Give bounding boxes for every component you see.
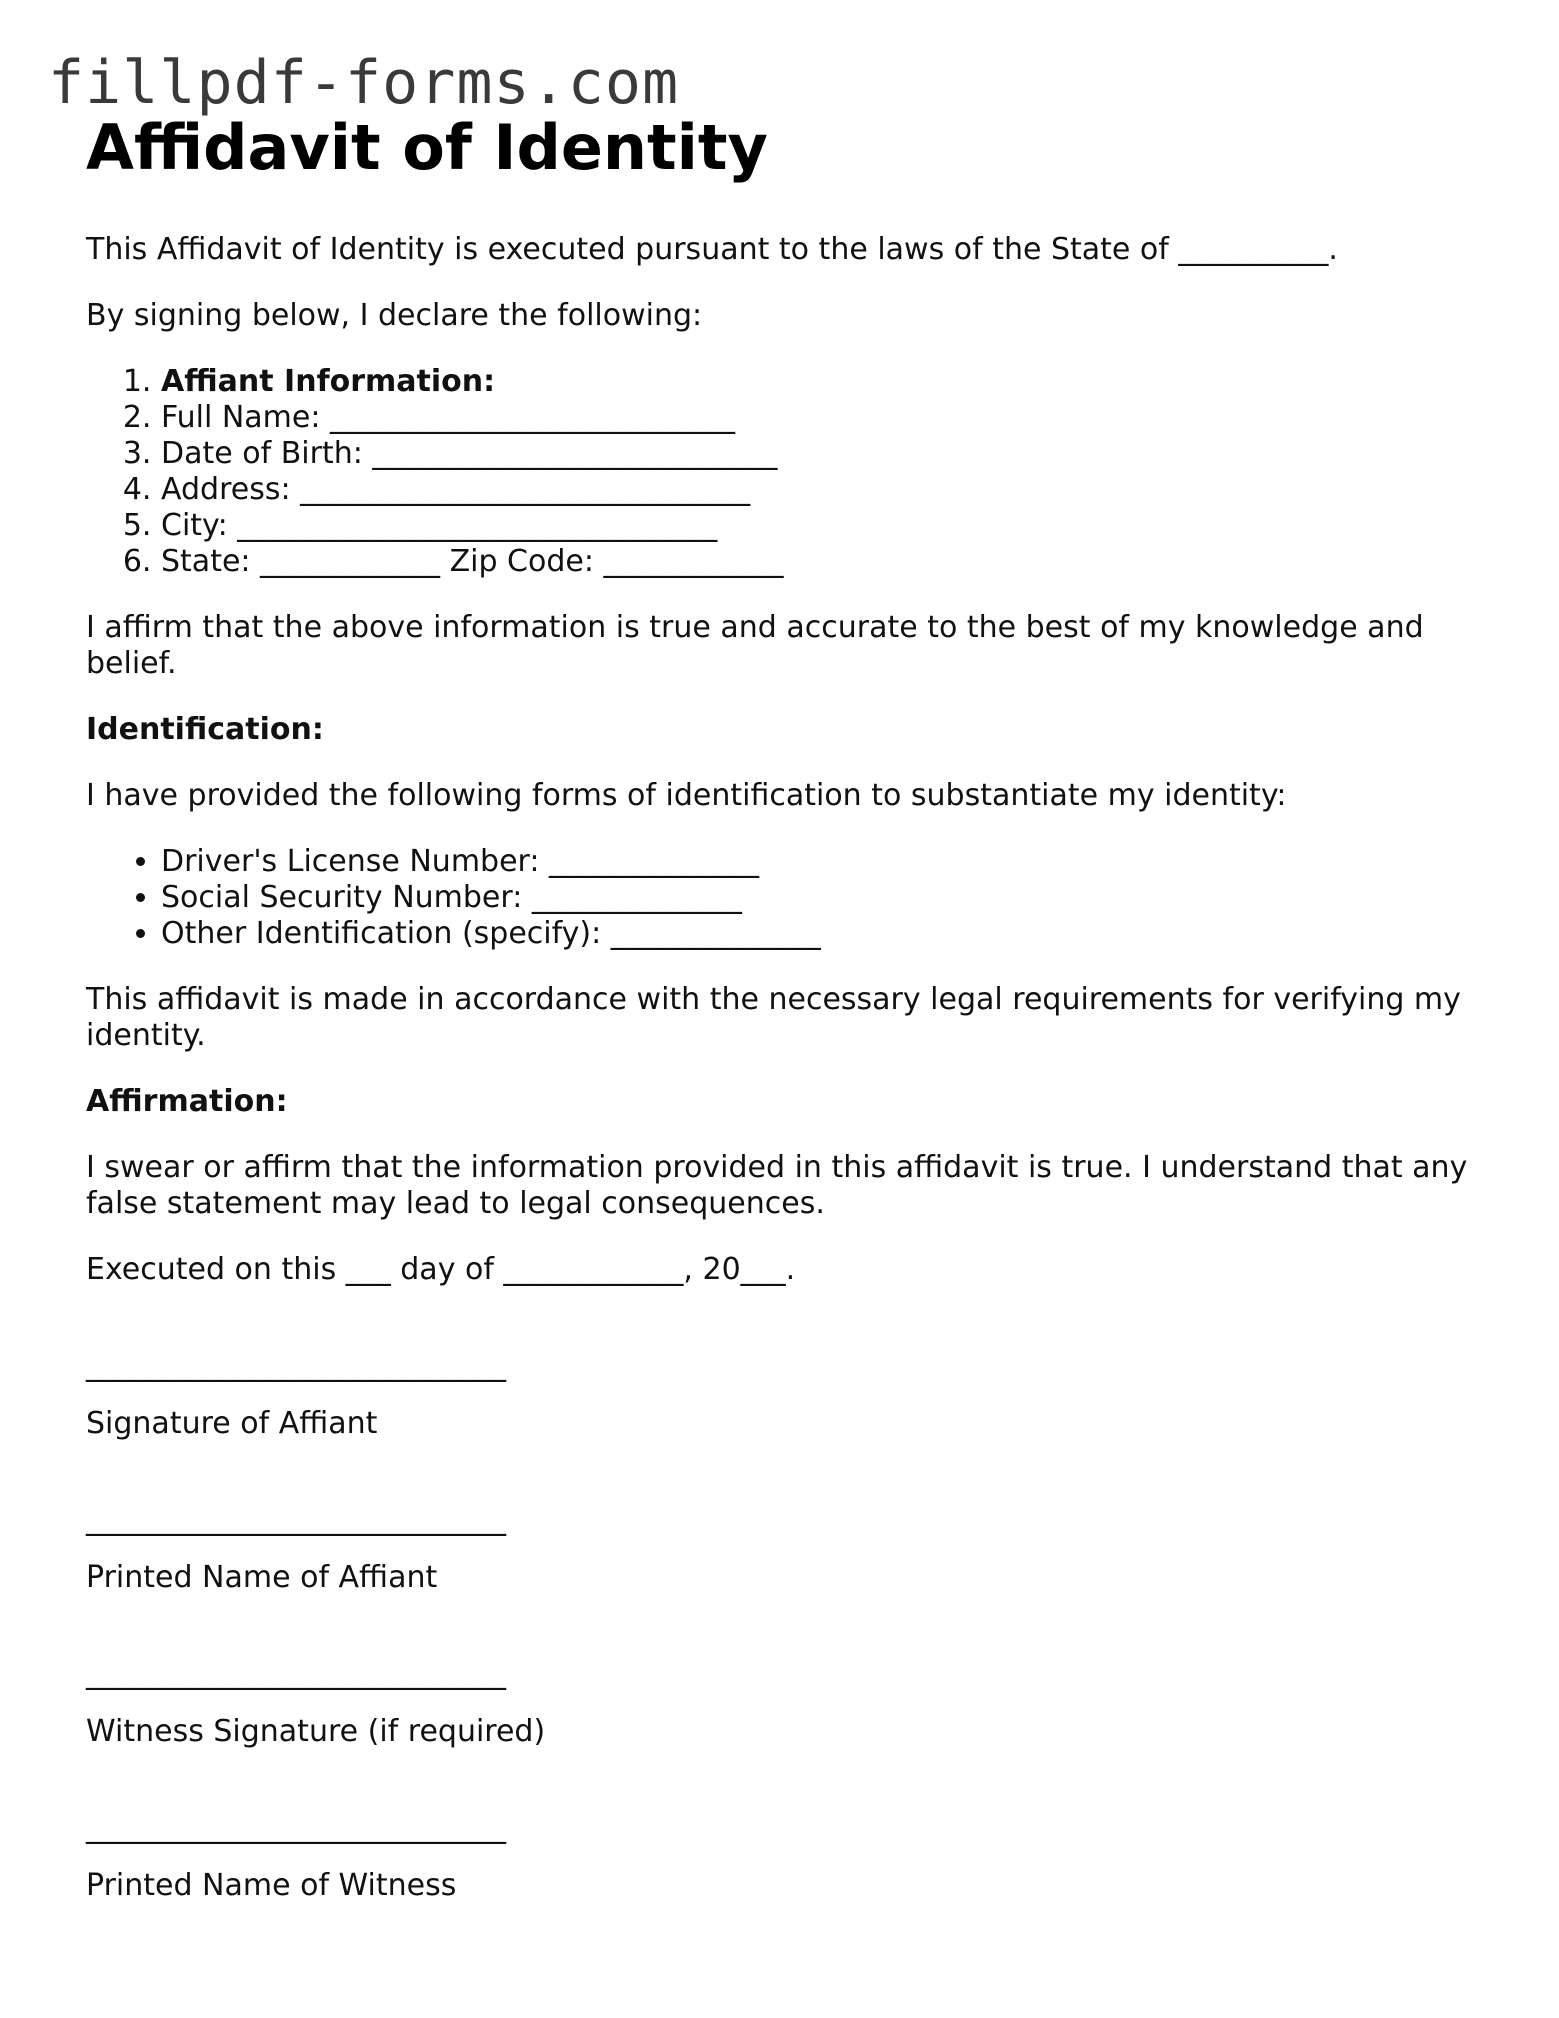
full-name-field[interactable]: 2. Full Name: ___________________________ bbox=[161, 400, 1486, 436]
document-body bbox=[86, 108, 1486, 1904]
intro-paragraph: This Affidavit of Identity is executed pursuant to the laws of the State of __________. bbox=[86, 232, 1338, 267]
affiant-info-heading: Affiant Information: bbox=[161, 364, 496, 399]
witness-signature-label: Witness Signature (if required) bbox=[86, 1714, 546, 1749]
legal-requirements-paragraph: This affidavit is made in accordance with the necessary legal requirements for verifying my identity. bbox=[86, 982, 1471, 1053]
date-of-birth-field[interactable]: 3. Date of Birth: ___________________________ bbox=[161, 436, 1486, 472]
watermark-logo: fillpdf-forms.com bbox=[48, 48, 680, 118]
identification-heading: Identification: bbox=[86, 712, 324, 747]
affiant-signature-line[interactable]: ____________________________ bbox=[86, 1348, 506, 1383]
list-item bbox=[161, 364, 1486, 400]
state-zip-field[interactable]: 6. State: ____________ Zip Code: ____________ bbox=[161, 544, 1486, 580]
executed-date-line[interactable]: Executed on this ___ day of ____________, 20___. bbox=[86, 1252, 796, 1287]
ssn-field[interactable]: • Social Security Number: ______________ bbox=[161, 880, 1486, 916]
affirmation-paragraph: I swear or affirm that the information provided in this affidavit is true. I understand that any false statement may lead to legal consequences. bbox=[86, 1150, 1477, 1221]
witness-signature-line[interactable]: ____________________________ bbox=[86, 1656, 506, 1691]
identification-list bbox=[86, 844, 1486, 952]
affirmation-heading: Affirmation: bbox=[86, 1084, 288, 1119]
affirm-info-paragraph: I affirm that the above information is true and accurate to the best of my knowledge and belief. bbox=[86, 610, 1434, 681]
city-field[interactable]: 5. City: ________________________________ bbox=[161, 508, 1486, 544]
affiant-info-list bbox=[86, 364, 1486, 580]
declare-paragraph: By signing below, I declare the following: bbox=[86, 298, 703, 333]
drivers-license-field[interactable]: • Driver's License Number: ______________ bbox=[161, 844, 1486, 880]
signature-block bbox=[86, 1348, 1486, 1904]
address-field[interactable]: 4. Address: ______________________________ bbox=[161, 472, 1486, 508]
witness-printed-name-label: Printed Name of Witness bbox=[86, 1868, 457, 1903]
identification-intro: I have provided the following forms of identification to substantiate my identity: bbox=[86, 778, 1287, 813]
affiant-printed-name-line[interactable]: ____________________________ bbox=[86, 1502, 506, 1537]
other-id-field[interactable]: • Other Identification (specify): ______________ bbox=[161, 916, 1486, 952]
document-title: Affidavit of Identity bbox=[86, 111, 768, 184]
affiant-signature-label: Signature of Affiant bbox=[86, 1406, 378, 1441]
witness-printed-name-line[interactable]: ____________________________ bbox=[86, 1810, 506, 1845]
affiant-printed-name-label: Printed Name of Affiant bbox=[86, 1560, 438, 1595]
